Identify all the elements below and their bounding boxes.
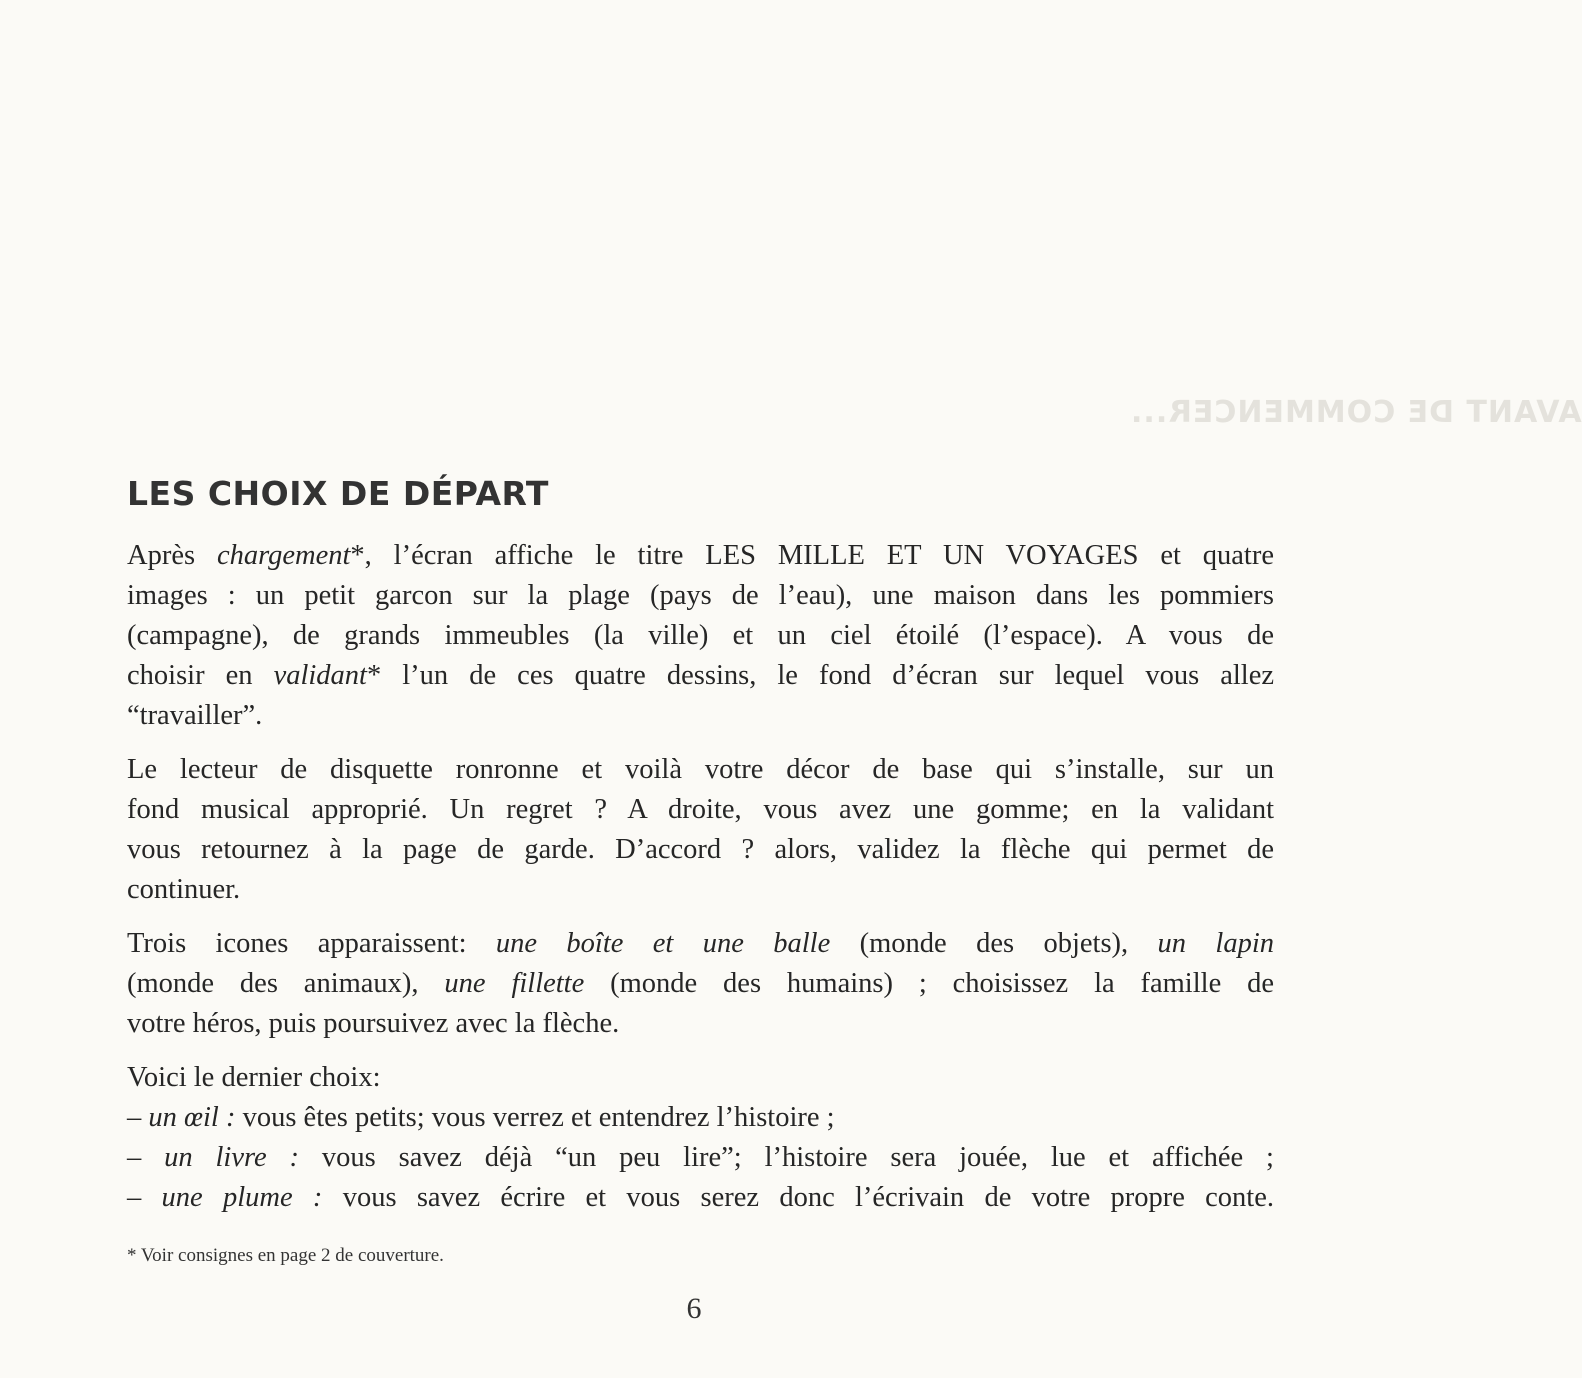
- paragraph-1-line-3: (campagne), de grands immeubles (la ville) et un ciel étoilé (l’espace). A vous de: [127, 620, 1274, 651]
- choices-intro: Voici le dernier choix:: [127, 1062, 381, 1093]
- paragraph-1-line-4: [127, 656, 1274, 696]
- paragraph-2-line-2: fond musical approprié. Un regret ? A droite, vous avez une gomme; en la validant: [127, 794, 1274, 825]
- paragraph-3-line-1: [127, 924, 1274, 964]
- paragraph-3-line-2: [127, 964, 1274, 1004]
- term-fillette: une fillette: [444, 968, 585, 999]
- body-text: [127, 536, 1274, 1218]
- term-boite-balle: une boîte et une balle: [495, 928, 831, 959]
- choice-text: vous savez écrire et vous serez donc l’écrivain de votre propre conte.: [322, 1182, 1275, 1213]
- bleed-through-heading: AVANT DE COMMENCER...: [1130, 395, 1582, 430]
- list-dash: –: [127, 1182, 162, 1213]
- list-item: [127, 1138, 1274, 1178]
- paragraph-3-line-3: votre héros, puis poursuivez avec la flèche.: [127, 1008, 620, 1039]
- section-title: LES CHOIX DE DÉPART: [127, 474, 549, 513]
- text-span: (monde des humains) ; choisissez la famille de: [584, 968, 1274, 999]
- choices-list: [127, 1058, 1274, 1218]
- choice-text: vous savez déjà “un peu lire”; l’histoire sera jouée, lue et affichée ;: [299, 1142, 1274, 1173]
- paragraph-2-line-3: vous retournez à la page de garde. D’accord ? alors, validez la flèche qui permet de: [127, 834, 1274, 865]
- term-lapin: un lapin: [1157, 928, 1274, 959]
- list-dash: –: [127, 1102, 149, 1133]
- paragraph-2: [127, 750, 1274, 910]
- page-number: 6: [686, 1292, 702, 1325]
- paragraph-1-line-5: “travailler”.: [127, 700, 263, 731]
- term-chargement: chargement: [216, 540, 351, 571]
- paragraph-1: [127, 536, 1274, 736]
- text-span: (monde des animaux),: [127, 968, 445, 999]
- text-span: Trois icones apparaissent:: [127, 928, 496, 959]
- paragraph-2-line-4: continuer.: [127, 874, 241, 905]
- choice-term: une plume :: [161, 1182, 323, 1213]
- list-dash: –: [127, 1142, 165, 1173]
- term-validant: validant: [273, 660, 367, 691]
- text-span: Après: [127, 540, 217, 571]
- paragraph-1-line-1: [127, 536, 1274, 576]
- paragraph-2-line-1: Le lecteur de disquette ronronne et voilà votre décor de base qui s’installe, sur un: [127, 754, 1274, 785]
- list-item: [127, 1178, 1274, 1218]
- choice-term: un livre :: [164, 1142, 300, 1173]
- paragraph-1-line-2: images : un petit garcon sur la plage (pays de l’eau), une maison dans les pommiers: [127, 580, 1274, 611]
- text-span: choisir en: [127, 660, 274, 691]
- list-item: [127, 1098, 1274, 1138]
- footnote: * Voir consignes en page 2 de couverture.: [127, 1245, 444, 1266]
- text-span: * l’un de ces quatre dessins, le fond d’écran sur lequel vous allez: [366, 660, 1274, 691]
- choice-text: vous êtes petits; vous verrez et entendrez l’histoire ;: [235, 1102, 835, 1133]
- paragraph-3: [127, 924, 1274, 1044]
- text-span: (monde des objets),: [830, 928, 1158, 959]
- choice-term: un œil :: [148, 1102, 236, 1133]
- text-span: *, l’écran affiche le titre LES MILLE ET UN VOYAGES et quatre: [350, 540, 1274, 571]
